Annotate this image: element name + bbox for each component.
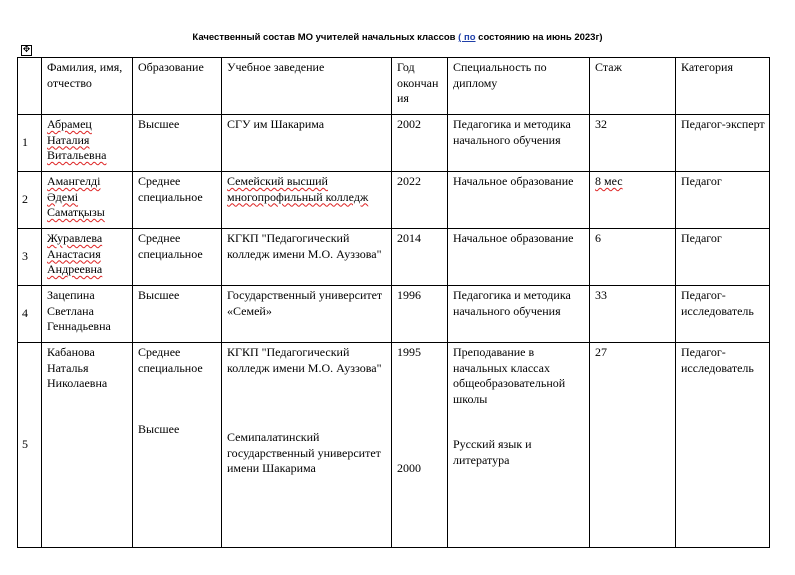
table-row [18,286,770,343]
teacher-name-text: Амангелді Әдемі Саматқызы [47,174,105,219]
teacher-name [42,172,133,229]
header-specialty: Специальность по диплому [448,58,590,115]
graduation-year-first: 1995 [397,345,421,359]
table-row [18,229,770,286]
spacer [397,361,443,461]
row-number: 3 [18,229,42,286]
row-number: 2 [18,172,42,229]
teacher-name: Зацепина Светлана Геннадьевна [42,286,133,343]
row-number: 5 [18,343,42,548]
graduation-year [392,343,448,548]
specialty: Начальное образование [448,172,590,229]
category: Педагог-исследователь [676,343,770,548]
institution-first: КГКП "Педагогический колледж имени М.О. Ауззова" [227,345,382,375]
specialty: Педагогика и методика начального обучения [448,115,590,172]
institution-second: Семипалатинский государственный университет имени Шакарима [227,430,381,475]
spacer [138,376,217,422]
header-number [18,58,42,115]
graduation-year: 2014 [392,229,448,286]
education: Высшее [133,115,222,172]
category: Педагог [676,172,770,229]
institution: СГУ им Шакарима [222,115,392,172]
category: Педагог-исследователь [676,286,770,343]
education: Среднее специальное [133,229,222,286]
header-education: Образование [133,58,222,115]
row-number: 4 [18,286,42,343]
education: Среднее специальное [133,172,222,229]
graduation-year: 1996 [392,286,448,343]
title-part-1: Качественный состав МО учителей начальных классов [192,32,459,43]
teacher-name-text: Журавлева Анастасия Андреевна [47,231,103,276]
graduation-year: 2022 [392,172,448,229]
institution: КГКП "Педагогический колледж имени М.О. Ауззова" [222,229,392,286]
teacher-name-text: Абрамец Наталия Витальевна [47,117,107,162]
spacer [227,376,387,430]
category: Педагог [676,229,770,286]
specialty: Педагогика и методика начального обучения [448,286,590,343]
header-category: Категория [676,58,770,115]
experience-text: 8 мес [595,174,623,188]
document-title [0,32,795,43]
experience [590,172,676,229]
staff-table [17,57,770,548]
header-year: Год окончан ия [392,58,448,115]
teacher-name [42,115,133,172]
category: Педагог-эксперт [676,115,770,172]
education: Высшее [133,286,222,343]
education [133,343,222,548]
specialty-first: Преподавание в начальных классах общеобразовательной школы [453,345,566,406]
title-part-2: ( по [458,32,476,43]
education-second: Высшее [138,422,180,436]
header-name: Фамилия, имя, отчество [42,58,133,115]
table-row [18,343,770,548]
teacher-name [42,229,133,286]
graduation-year-second: 2000 [397,460,421,475]
row-number: 1 [18,115,42,172]
graduation-year: 2002 [392,115,448,172]
education-first: Среднее специальное [138,345,203,375]
experience: 27 [590,343,676,548]
institution [222,343,392,548]
institution: Государственный университет «Семей» [222,286,392,343]
table-move-handle-icon[interactable]: ✥ [22,45,31,55]
table-row [18,172,770,229]
specialty [448,343,590,548]
specialty: Начальное образование [448,229,590,286]
institution [222,172,392,229]
header-experience: Стаж [590,58,676,115]
header-institution: Учебное заведение [222,58,392,115]
specialty-second: Русский язык и литература [453,437,532,467]
experience: 32 [590,115,676,172]
table-row [18,115,770,172]
title-part-3: состоянию на июнь 2023г) [475,32,603,43]
experience: 6 [590,229,676,286]
teacher-name: Кабанова Наталья Николаевна [42,343,133,548]
table-header-row [18,58,770,115]
experience: 33 [590,286,676,343]
spacer [453,407,585,437]
institution-text: Семейский высший многопрофильный колледж [227,174,369,204]
